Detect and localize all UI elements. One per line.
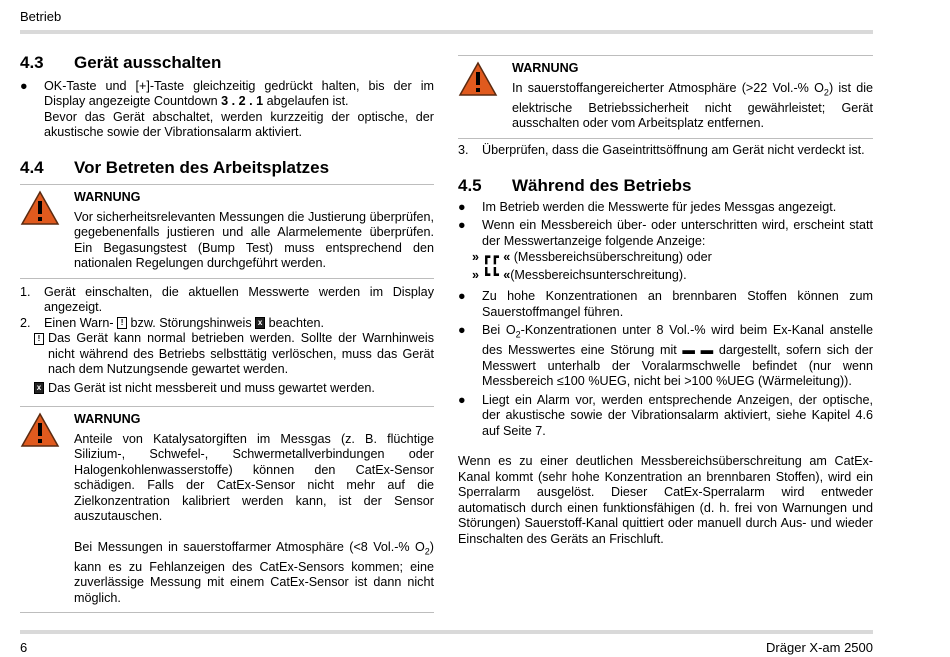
- warning-text: In sauerstoffangereicherter Atmosphäre (>22 Vol.-% $O_2$) ist die elektrische Betriebssicherheit nicht gewährleistet; Gerät ausschalten oder vom Arbeitsplatz entfernen.: [512, 80, 874, 131]
- warning-triangle-icon: [20, 412, 60, 448]
- warning-title: WARNUNG: [74, 412, 141, 426]
- warning-title: WARNUNG: [74, 190, 141, 204]
- heading-4-4: 4.4 Vor Betreten des Arbeitsplatzes: [20, 157, 330, 177]
- footer-rule: [20, 630, 873, 634]
- warning-symbol-icon: !: [117, 317, 127, 329]
- bullet-dot: ●: [20, 78, 28, 93]
- warning-text: Anteile von Katalysatorgiften im Messgas (z. B. flüchtige Silizium-, Schwefel-, Schwermetallverbindungen oder Halogenkohlenwasserstoffe) können den CatEx-Sensor schädigen. Falls der CatEx-Sensor nicht mehr auf die Zielkonzentration kalibriert werden kann, ist der Sensor auszutauschen.: [74, 431, 434, 523]
- step-3: 3. Überprüfen, dass die Gaseintrittsöffnung am Gerät nicht verdeckt ist.: [458, 142, 865, 157]
- segment-under-icon: ┗┗: [482, 267, 500, 282]
- bullet-values: ● Im Betrieb werden die Messwerte für jedes Messgas angezeigt.: [458, 199, 837, 214]
- warning-symbol-icon: !: [34, 333, 44, 345]
- warning-box-2: [20, 406, 434, 613]
- bullet-alarm: ● Liegt ein Alarm vor, werden entsprechende Anzeigen, der optische, der akustische sowie der Vibrationsalarm aktiviert, siehe Kapitel 4.6 auf Seite 7.: [458, 392, 873, 438]
- bullet-oxygen-deficit: ● Zu hohe Konzentrationen an brennbaren Stoffen können zum Sauerstoffmangel führen.: [458, 289, 873, 319]
- dash-display-icon: ▬ ▬: [682, 343, 714, 358]
- warning-text: Bei Messungen in sauerstoffarmer Atmosphäre (<8 Vol.-% $O_2$) kann es zu Fehlanzeigen des CatEx-Sensors kommen; eine zuverlässige Messung mit einem CatEx-Sensor ist dann nicht möglich.: [74, 539, 434, 605]
- note-fault: x Das Gerät ist nicht messbereit und muss gewartet werden.: [20, 381, 434, 397]
- left-column: [20, 55, 434, 613]
- fault-symbol-icon: x: [34, 382, 44, 394]
- product-name: Dräger X-am 2500: [766, 640, 873, 655]
- warning-text: Vor sicherheitsrelevanten Messungen die Justierung überprüfen, gegebenenfalls justieren und alle Alarmelemente überprüfen. Ein Begasungstest (Bump Test) muss entsprechend den nationalen Regelungen durchgeführt werden.: [74, 209, 434, 270]
- paragraph-lock-alarm: Wenn es zu einer deutlichen Messbereichsüberschreitung am CatEx-Kanal kommt (sehr hohe Konzentration an brennbaren Stoffen), wird ein Sperralarm ausgelöst. Dieser CatEx-Sperralarm wird entweder automatisch durch einen funktionsfähigen (d. h. frei von Warnungen und Störungen) Sauerstoff-Kanal quittiert oder manuell durch Aus- und wieder Einschalten des Geräts an Frischluft.: [458, 454, 873, 546]
- right-column: [458, 55, 873, 547]
- note-warning: ! Das Gerät kann normal betrieben werden. Sollte der Warnhinweis nicht während des Betriebs selbsttätig verlöschen, muss das Gerät nach dem Nutzungsende gewartet werden.: [20, 331, 434, 378]
- header-section-label: Betrieb: [20, 9, 62, 24]
- step-2: 2. Einen Warn- ! bzw. Störungshinweis x beachten.: [20, 315, 324, 330]
- bullet-shutdown: ● OK-Taste und [+]-Taste gleichzeitig gedrückt halten, bis der im Display angezeigte Countdown 3 . 2 . 1 abgelaufen ist. Bevor das Gerät abschaltet, werden kurzzeitig der optische, der akustische sowie der Vibrationsalarm aktiviert.: [20, 78, 434, 139]
- bullet-range: ● Wenn ein Messbereich über- oder unterschritten wird, erscheint statt der Messwertanzeige folgende Anzeige:: [458, 218, 873, 248]
- bullet-o2-concentration: ● Bei $O_2$-Konzentrationen unter 8 Vol.-% wird beim Ex-Kanal anstelle des Messwertes eine Störung mit ▬ ▬ dargestellt, sofern sich der Messwert unterhalb der Voralarmschwelle befindet (nur wenn Messbereich ≤100 %UEG, nicht bei >100 %UEG (Wärmeleitung)).: [458, 323, 873, 389]
- step-1: 1. Gerät einschalten, die aktuellen Messwerte werden im Display angezeigt.: [20, 284, 434, 314]
- warning-title: WARNUNG: [512, 61, 579, 75]
- segment-over-icon: ┏┏: [482, 250, 500, 265]
- page-number: 6: [20, 640, 28, 655]
- heading-4-5: 4.5 Während des Betriebs: [458, 176, 692, 196]
- heading-4-3: 4.3 Gerät ausschalten: [20, 53, 222, 72]
- range-under-line: » ┗┗ «(Messbereichsunterschreitung).: [472, 267, 687, 282]
- warning-box-1: [20, 184, 434, 279]
- fault-symbol-icon: x: [255, 317, 265, 329]
- range-over-line: » ┏┏ « (Messbereichsüberschreitung) oder: [472, 250, 712, 265]
- warning-triangle-icon: [20, 190, 60, 226]
- warning-box-3: [458, 55, 873, 139]
- header-rule: [20, 30, 873, 34]
- warning-triangle-icon: [458, 61, 498, 97]
